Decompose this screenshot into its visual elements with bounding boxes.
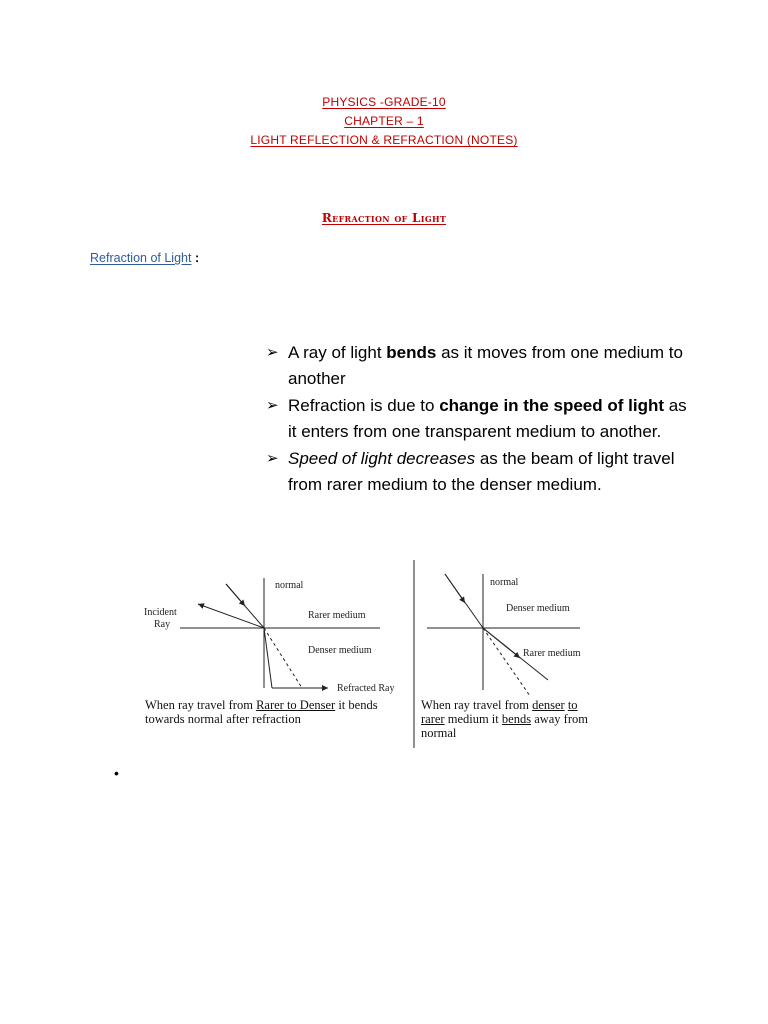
caption-underlined-text: bends <box>501 712 532 726</box>
undeviated-path <box>483 628 530 696</box>
bullet-text: A ray of light <box>288 343 387 362</box>
refracted-ray <box>264 628 272 688</box>
right-diagram <box>427 574 580 696</box>
left-normal-label: normal <box>275 580 304 591</box>
incident-ray-arrow <box>226 584 245 606</box>
caption-text: medium it <box>444 712 502 726</box>
bullet-text: Refraction is due to <box>288 396 440 415</box>
caption-text: When ray travel from <box>421 698 533 712</box>
subheading-label: Refraction of Light <box>90 251 192 265</box>
bullet-text: as it enters from one transparent medium to another. <box>288 396 687 441</box>
document-title-chapter: CHAPTER – 1 <box>344 114 424 128</box>
bullet-text: as the beam of light travel from rarer medium to the denser medium. <box>288 449 675 494</box>
subheading <box>90 251 199 265</box>
document-title-subject: PHYSICS -GRADE-10 <box>322 95 446 109</box>
undeviated-path <box>264 628 302 688</box>
bullet-item <box>266 340 696 391</box>
caption-underlined-text: to rarer <box>421 698 578 726</box>
incident-label: Incident <box>144 607 177 618</box>
left-diagram <box>180 578 380 688</box>
refracted-ray-arrow <box>483 628 520 658</box>
arrow-bullet-icon: ➢ <box>266 344 279 361</box>
arrow-bullet-icon: ➢ <box>266 450 279 467</box>
caption-text: away from normal <box>421 712 588 740</box>
left-caption <box>145 698 413 726</box>
ray-label: Ray <box>154 619 171 630</box>
subheading-colon: : <box>194 251 200 265</box>
caption-text: When ray travel from <box>145 698 257 712</box>
bullet-text: as it moves from one medium to another <box>288 343 683 388</box>
incident-ray-arrow <box>445 574 465 603</box>
refracted-ray-label: Refracted Ray <box>337 683 395 694</box>
caption-underlined-text: Rarer to Denser <box>256 698 336 712</box>
bullet-italic-text: Speed of light decreases <box>288 449 476 468</box>
refraction-figure <box>140 560 600 755</box>
bullet-item <box>266 446 696 497</box>
right-rarer-label: Rarer medium <box>523 648 581 659</box>
right-denser-label: Denser medium <box>506 603 570 614</box>
arrow-bullet-icon: ➢ <box>266 397 279 414</box>
bullet-item <box>266 393 696 444</box>
section-heading: Refraction of Light <box>321 211 447 225</box>
right-caption <box>421 698 593 740</box>
right-normal-label: normal <box>490 577 519 588</box>
bullet-bold-text: change in the speed of light <box>439 396 664 415</box>
bullet-bold-text: bends <box>386 343 437 362</box>
caption-underlined-text: denser <box>532 698 565 712</box>
document-title-topic: LIGHT REFLECTION & REFRACTION (NOTES) <box>250 133 518 147</box>
left-denser-label: Denser medium <box>308 645 372 656</box>
bullet-list <box>266 340 696 499</box>
left-rarer-label: Rarer medium <box>308 610 366 621</box>
caption-text: it bends towards normal after refraction <box>145 698 378 726</box>
empty-bullet: • <box>114 765 119 781</box>
